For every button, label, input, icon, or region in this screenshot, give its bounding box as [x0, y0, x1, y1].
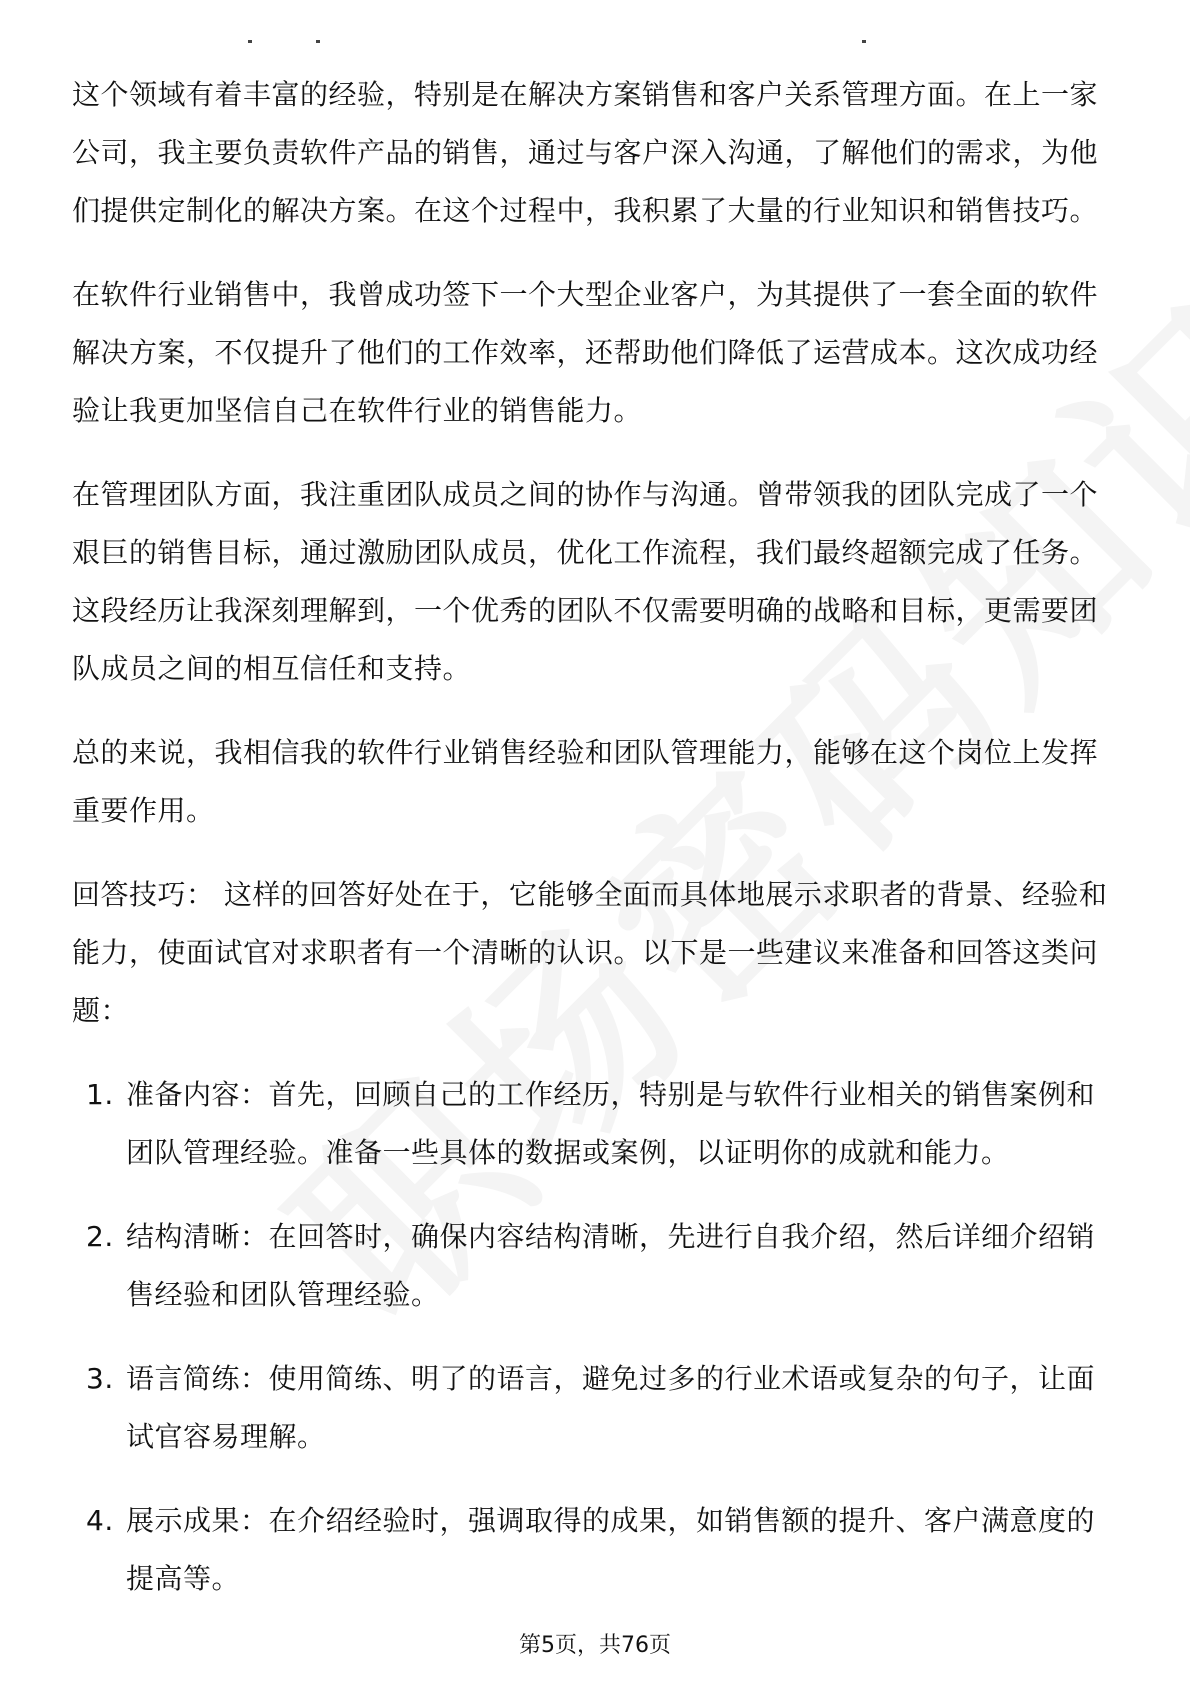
top-edge-marks — [0, 40, 1190, 50]
paragraph: 总的来说，我相信我的软件行业销售经验和团队管理能力，能够在这个岗位上发挥重要作用。 — [72, 736, 1099, 827]
list-item-text: 展示成果：在介绍经验时，强调取得的成果，如销售额的提升、客户满意度的提高等。 — [126, 1504, 1096, 1595]
list-number: 4. — [86, 1504, 114, 1537]
list-item — [72, 1066, 1122, 1182]
list-item-text: 准备内容：首先，回顾自己的工作经历，特别是与软件行业相关的销售案例和团队管理经验。准备一些具体的数据或案例，以证明你的成就和能力。 — [126, 1078, 1096, 1169]
list-number: 1. — [86, 1078, 114, 1111]
list-number: 2. — [86, 1220, 114, 1253]
page-body — [72, 66, 1122, 1634]
list-number: 3. — [86, 1362, 114, 1395]
paragraph: 这个领域有着丰富的经验，特别是在解决方案销售和客户关系管理方面。在上一家公司，我主要负责软件产品的销售，通过与客户深入沟通，了解他们的需求，为他们提供定制化的解决方案。在这个过程中，我积累了大量的行业知识和销售技巧。 — [72, 78, 1099, 227]
list-item — [72, 1208, 1122, 1324]
list-item-text: 结构清晰：在回答时，确保内容结构清晰，先进行自我介绍，然后详细介绍销售经验和团队管理经验。 — [126, 1220, 1096, 1311]
list-item — [72, 1350, 1122, 1466]
answer-tips-intro: 回答技巧： 这样的回答好处在于，它能够全面而具体地展示求职者的背景、经验和能力，使面试官对求职者有一个清晰的认识。以下是一些建议来准备和回答这类问题： — [72, 878, 1108, 1027]
list-item-text: 语言简练：使用简练、明了的语言，避免过多的行业术语或复杂的句子，让面试官容易理解。 — [126, 1362, 1096, 1453]
paragraph: 在管理团队方面，我注重团队成员之间的协作与沟通。曾带领我的团队完成了一个艰巨的销售目标，通过激励团队成员，优化工作流程，我们最终超额完成了任务。这段经历让我深刻理解到，一个优秀的团队不仅需要明确的战略和目标，更需要团队成员之间的相互信任和支持。 — [72, 478, 1099, 685]
list-item — [72, 1492, 1122, 1608]
page-footer: 第5页，共76页 — [519, 1633, 671, 1658]
tips-list — [72, 1066, 1122, 1608]
paragraph: 在软件行业销售中，我曾成功签下一个大型企业客户，为其提供了一套全面的软件解决方案，不仅提升了他们的工作效率，还帮助他们降低了运营成本。这次成功经验让我更加坚信自己在软件行业的销售能力。 — [72, 278, 1099, 427]
